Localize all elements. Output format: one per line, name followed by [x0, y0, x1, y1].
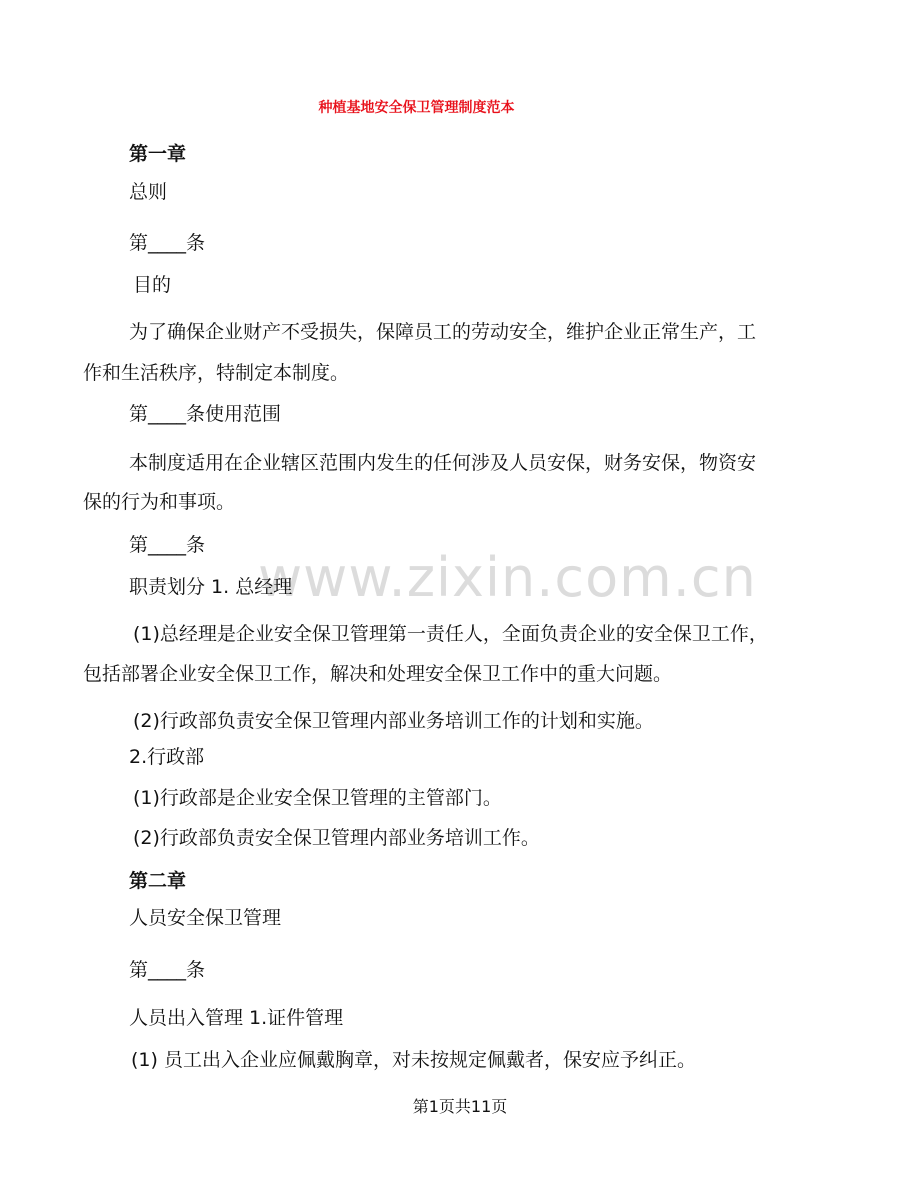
document-title: 种植基地安全保卫管理制度范本	[318, 100, 515, 116]
article-heading: 第____条	[129, 959, 206, 981]
paragraph-line: 本制度适用在企业辖区范围内发生的任何涉及人员安保，财务安保，物资安	[129, 452, 757, 474]
paragraph-line: (2)行政部负责安全保卫管理内部业务培训工作的计划和实施。	[133, 710, 654, 732]
paragraph-line: (1) 员工出入企业应佩戴胸章，对未按规定佩戴者，保安应予纠正。	[131, 1049, 696, 1071]
chapter-subtitle: 人员安全保卫管理	[129, 907, 282, 929]
article-heading: 第____条	[129, 534, 206, 556]
section-heading: 2.行政部	[129, 746, 205, 768]
paragraph-line: (1)行政部是企业安全保卫管理的主管部门。	[133, 787, 502, 809]
watermark: www.zixin.com.cn	[258, 546, 757, 609]
chapter-heading: 第二章	[129, 870, 187, 892]
paragraph-line: 为了确保企业财产不受损失，保障员工的劳动安全，维护企业正常生产，工	[129, 321, 757, 343]
article-subtitle: 目的	[133, 274, 172, 296]
section-heading: 人员出入管理 1.证件管理	[129, 1007, 344, 1029]
paragraph-line: (1)总经理是企业安全保卫管理第一责任人，全面负责企业的安全保卫工作，	[133, 623, 768, 645]
paragraph-line: 保的行为和事项。	[83, 491, 236, 513]
chapter-subtitle: 总则	[129, 181, 168, 203]
page-number-footer: 第1页共11页	[412, 1097, 508, 1116]
section-heading: 职责划分 1. 总经理	[129, 576, 293, 598]
paragraph-line: 作和生活秩序，特制定本制度。	[83, 362, 350, 384]
paragraph-line: (2)行政部负责安全保卫管理内部业务培训工作。	[133, 827, 540, 849]
article-heading: 第____条	[129, 232, 206, 254]
paragraph-line: 包括部署企业安全保卫工作，解决和处理安全保卫工作中的重大问题。	[83, 663, 673, 685]
article-heading: 第____条使用范围	[129, 403, 282, 425]
chapter-heading: 第一章	[129, 143, 187, 165]
